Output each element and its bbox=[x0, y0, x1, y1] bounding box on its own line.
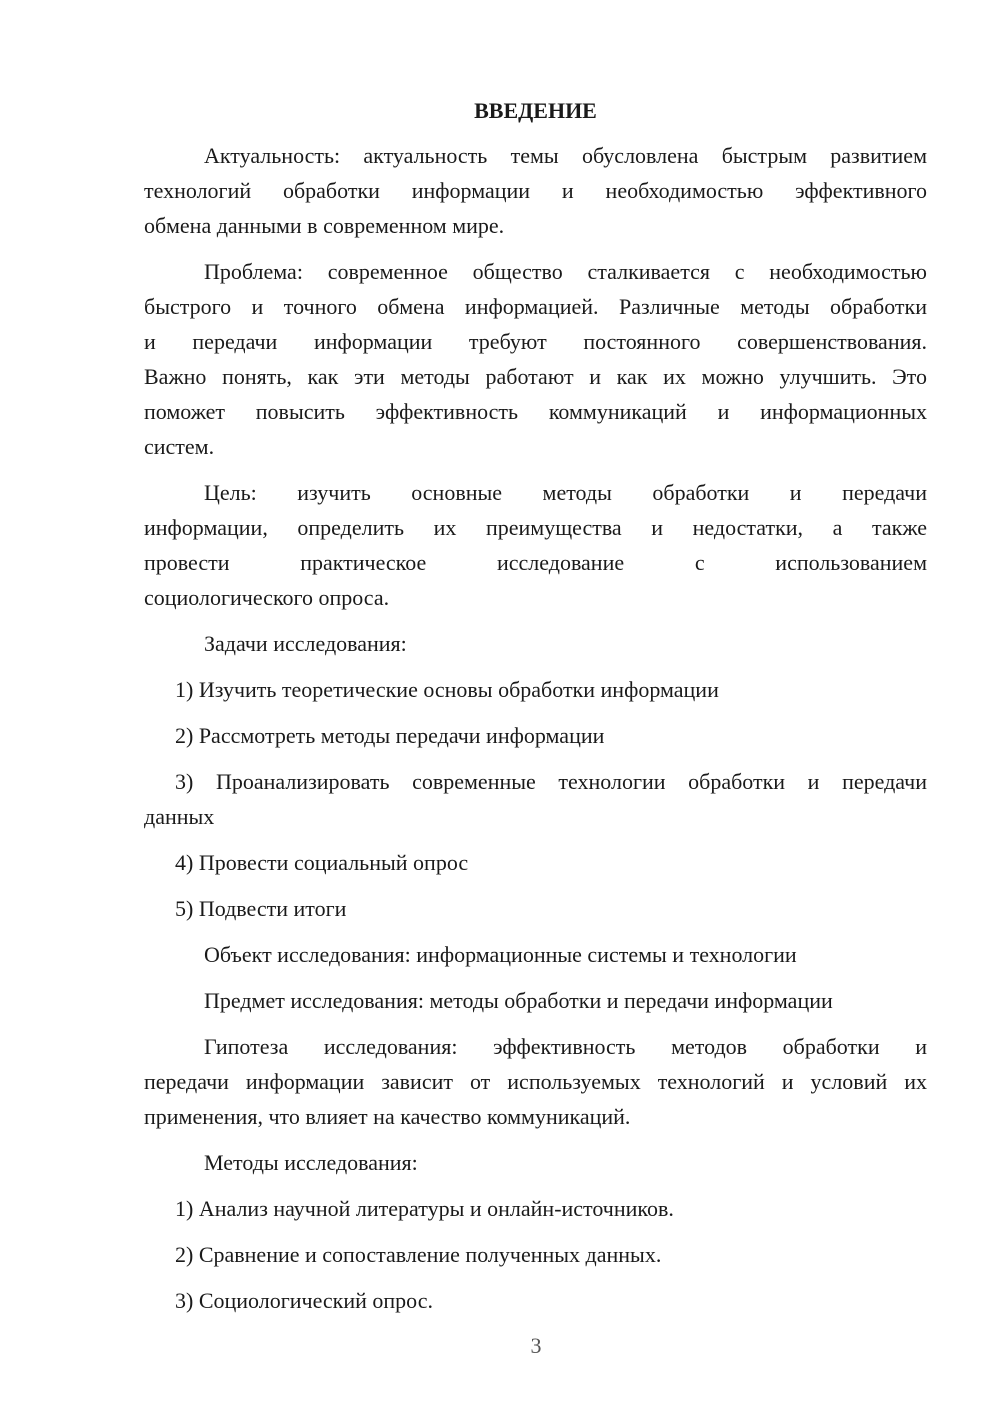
task-item-line: 3) Проанализировать современные технологии обработки и передачи bbox=[175, 769, 927, 794]
problem-paragraph bbox=[144, 254, 927, 464]
goal-line: Цель: изучить основные методы обработки и передачи bbox=[204, 480, 927, 505]
relevance-paragraph bbox=[144, 138, 927, 243]
task-item: 5) Подвести итоги bbox=[175, 896, 347, 921]
object-paragraph: Объект исследования: информационные системы и технологии bbox=[204, 942, 797, 967]
task-item: 4) Провести социальный опрос bbox=[175, 850, 469, 875]
problem-line: быстрого и точного обмена информацией. Различные методы обработки bbox=[144, 294, 927, 319]
task-item: 1) Изучить теоретические основы обработки информации bbox=[175, 677, 719, 702]
hypothesis-line: передачи информации зависит от используемых технологий и условий их bbox=[144, 1069, 927, 1094]
problem-line: Важно понять, как эти методы работают и как их можно улучшить. Это bbox=[144, 364, 927, 389]
page-content bbox=[144, 96, 927, 1329]
method-item: 1) Анализ научной литературы и онлайн-источников. bbox=[175, 1196, 674, 1221]
method-item: 2) Сравнение и сопоставление полученных данных. bbox=[175, 1242, 662, 1267]
relevance-line: технологий обработки информации и необходимостью эффективного bbox=[144, 178, 927, 203]
relevance-line: обмена данными в современном мире. bbox=[144, 213, 505, 238]
section-title: ВВЕДЕНИЕ bbox=[474, 98, 597, 123]
goal-line: провести практическое исследование с использованием bbox=[144, 550, 927, 575]
goal-line: информации, определить их преимущества и недостатки, а также bbox=[144, 515, 927, 540]
hypothesis-paragraph bbox=[144, 1029, 927, 1134]
task-item-continuation: данных bbox=[144, 804, 215, 829]
task-item: 2) Рассмотреть методы передачи информации bbox=[175, 723, 605, 748]
methods-heading: Методы исследования: bbox=[204, 1150, 418, 1175]
problem-line: систем. bbox=[144, 434, 215, 459]
method-item: 3) Социологический опрос. bbox=[175, 1288, 433, 1313]
page-number: 3 bbox=[530, 1333, 542, 1358]
tasks-heading: Задачи исследования: bbox=[204, 631, 407, 656]
task-item bbox=[144, 764, 927, 834]
problem-line: поможет повысить эффективность коммуникаций и информационных bbox=[144, 399, 927, 424]
relevance-line: Актуальность: актуальность темы обусловлена быстрым развитием bbox=[204, 143, 927, 168]
hypothesis-line: применения, что влияет на качество коммуникаций. bbox=[144, 1104, 631, 1129]
goal-paragraph bbox=[144, 475, 927, 615]
problem-line: Проблема: современное общество сталкивается с необходимостью bbox=[204, 259, 927, 284]
hypothesis-line: Гипотеза исследования: эффективность методов обработки и bbox=[204, 1034, 927, 1059]
subject-paragraph: Предмет исследования: методы обработки и передачи информации bbox=[204, 988, 833, 1013]
problem-line: и передачи информации требуют постоянного совершенствования. bbox=[144, 329, 927, 354]
goal-line: социологического опроса. bbox=[144, 585, 390, 610]
